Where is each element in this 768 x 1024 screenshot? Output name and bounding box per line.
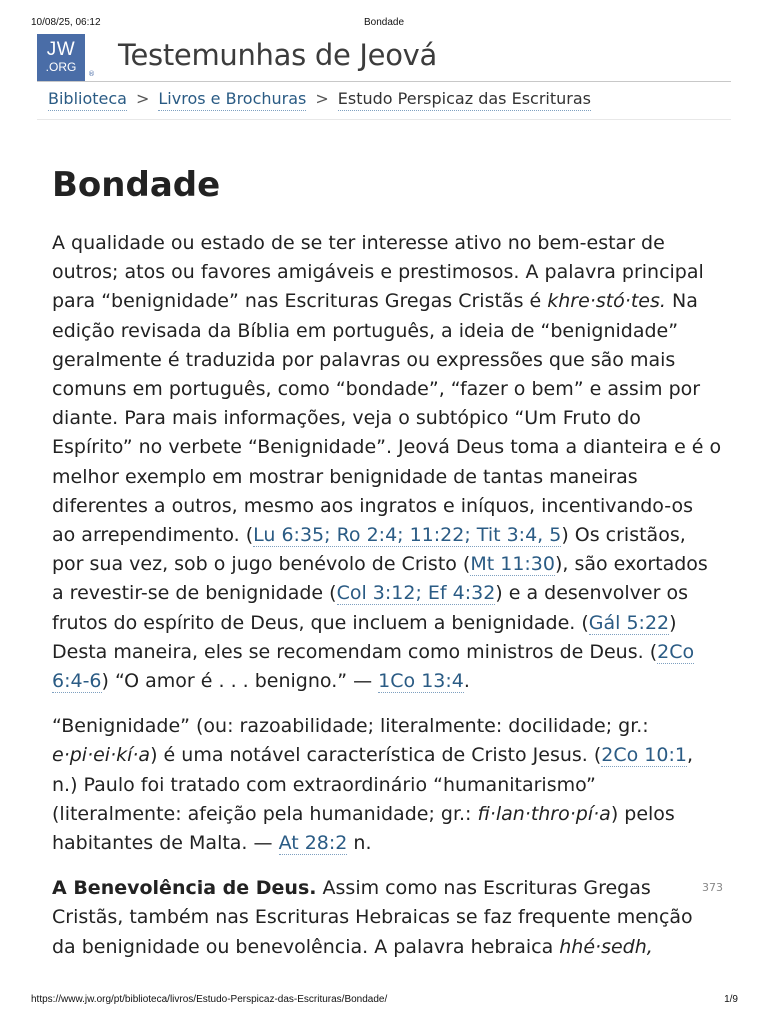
breadcrumb (48, 88, 591, 114)
text: ) Os cristãos, por sua vez, sob o jugo benévolo de Cristo ( (52, 524, 686, 576)
text: “Benignidade” (ou: razoabilidade; literalmente: docilidade; gr.: (52, 715, 649, 738)
text: ) pelos habitantes de Malta. — (52, 802, 675, 855)
logo-jw-text: JW (46, 39, 76, 60)
text: ) “O amor é . . . benigno.” — (101, 670, 379, 693)
breadcrumb-separator: > (315, 89, 329, 108)
text: Na edição revisada da Bíblia em português, a ideia de “benignidade” geralmente é traduzida por palavras ou expressões que são mais comuns em português, como “bondade”, “fazer o bem” e assim por diante. Para mais informações, veja o subtópico “Um Fruto do Espírito” no verbete “Benignidade”. Jeová Deus toma a dianteira e é o melhor exemplo em mostrar benignidade de tantas maneiras diferentes a outros, mesmo aos ingratos e iníquos, incentivando-os ao arrependimento. ( (52, 290, 722, 547)
greek-term: fi·lan·thro·pí·a (477, 802, 611, 825)
scripture-link[interactable]: Lu 6:35; Ro 2:4; 11:22; Tit 3:4, 5 (253, 524, 562, 547)
print-doc-title: Bondade (363, 17, 405, 28)
scripture-link[interactable]: At 28:2 (278, 832, 348, 855)
print-header (0, 17, 768, 31)
breadcrumb-link-livros[interactable]: Livros e Brochuras (158, 88, 306, 111)
scripture-link[interactable]: Col 3:12; Ef 4:32 (336, 582, 496, 605)
breadcrumb-link-estudo-perspicaz[interactable]: Estudo Perspicaz das Escrituras (338, 88, 591, 111)
section-heading: A Benevolência de Deus. (52, 877, 317, 900)
print-footer (0, 994, 768, 1008)
greek-term: e·pi·ei·kí·a (52, 744, 151, 767)
paragraph-2 (52, 712, 722, 858)
jw-org-logo[interactable] (37, 34, 85, 81)
text: n. (347, 832, 372, 855)
logo-org-text: .ORG (45, 60, 77, 74)
text: . (463, 670, 470, 693)
text: ) é uma notável característica de Cristo Jesus. ( (150, 744, 602, 767)
scripture-link[interactable]: Gál 5:22 (588, 611, 670, 634)
print-page-number: 1/9 (724, 994, 738, 1005)
print-url: https://www.jw.org/pt/biblioteca/livros/Estudo-Perspicaz-das-Escrituras/Bondade/ (31, 994, 388, 1005)
breadcrumb-link-biblioteca[interactable]: Biblioteca (48, 88, 127, 111)
text: Assim como nas Escrituras Gregas Cristãs, também nas Escrituras Hebraicas se faz frequente menção da benignidade ou benevolência. A palavra hebraica (52, 877, 693, 958)
text: , n.) Paulo foi tratado com extraordinário “humanitarismo” (literalmente: afeição pela humanidade; gr.: (52, 744, 694, 825)
text: A qualidade ou estado de se ter interesse ativo no bem-estar de outros; atos ou favores amigáveis e prestimosos. A palavra principal para “benignidade” nas Escrituras Gregas Cristãs é (52, 232, 704, 313)
hebrew-term: hhé·sedh, (559, 935, 653, 958)
scripture-link[interactable]: 2Co 6:4-6 (52, 640, 695, 693)
paragraph-3 (52, 874, 722, 962)
scripture-link[interactable]: 2Co 10:1 (601, 744, 687, 767)
text: ) e a desenvolver os frutos do espírito de Deus, que incluem a benignidade. ( (52, 582, 688, 634)
scripture-link[interactable]: Mt 11:30 (470, 553, 555, 576)
greek-term: khre·stó·tes. (547, 290, 666, 313)
scripture-link[interactable]: 1Co 13:4 (378, 670, 464, 693)
paragraph-1 (52, 229, 722, 696)
text: ), são exortados a revestir-se de benignidade ( (52, 553, 708, 605)
site-title[interactable]: Testemunhas de Jeová (118, 38, 437, 72)
page-marker: 373 (702, 881, 723, 894)
print-datetime: 10/08/25, 06:12 (31, 17, 101, 28)
header-divider (37, 81, 731, 82)
registered-mark: ® (88, 70, 95, 78)
text: ) Desta maneira, eles se recomendam como ministros de Deus. ( (52, 611, 677, 663)
breadcrumb-separator: > (135, 89, 150, 108)
page-title: Bondade (52, 165, 221, 205)
breadcrumb-divider (37, 119, 731, 120)
article-body (52, 229, 722, 978)
